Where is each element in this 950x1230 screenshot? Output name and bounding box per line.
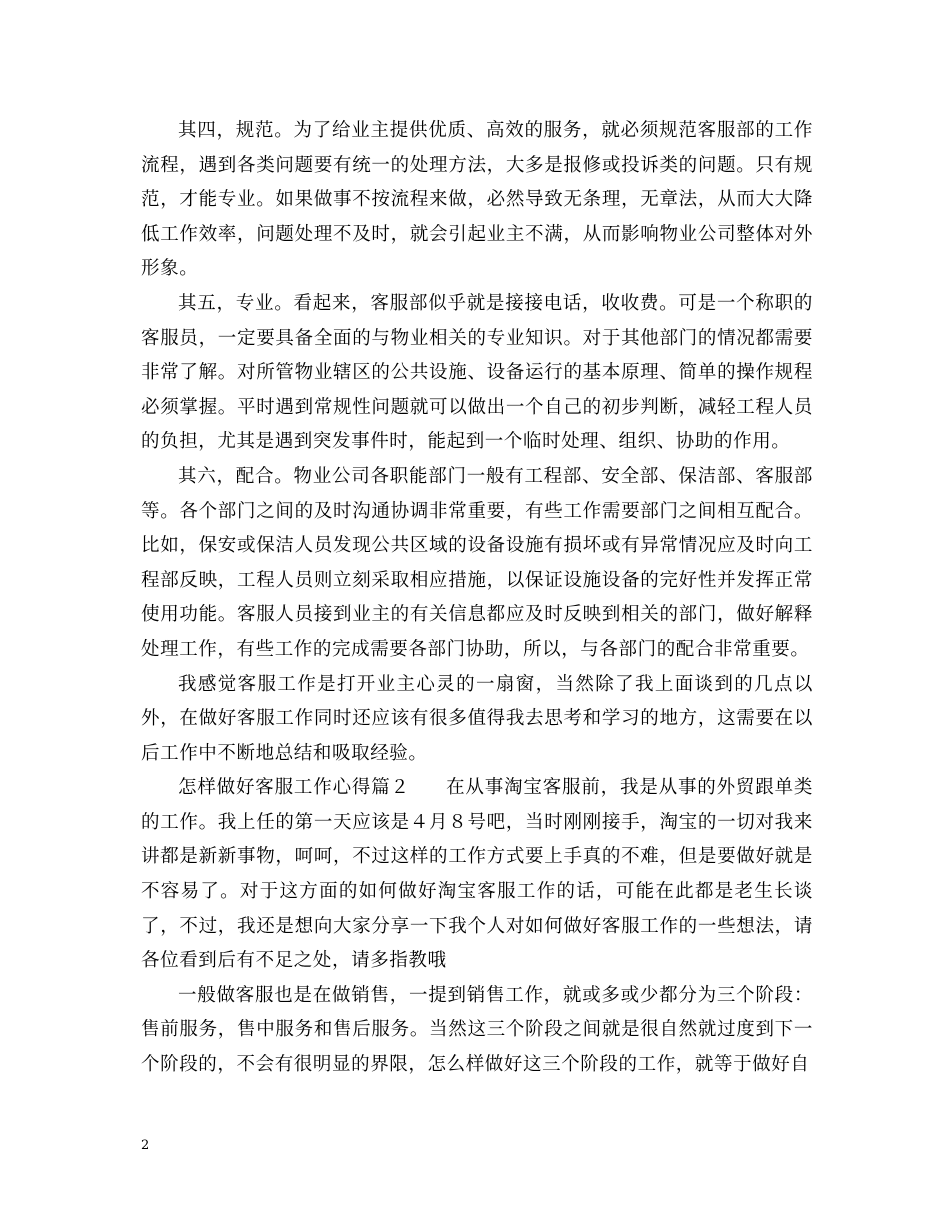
section-heading: 怎样做好客服工作心得篇２ (178, 777, 410, 799)
paragraph-professionalism: 其五，专业。看起来，客服部似乎就是接接电话，收收费。可是一个称职的客服员，一定要具备全面的与物业相关的专业知识。对于其他部门的情况都需要非常了解。对所管物业辖区的公共设施、设备运行的基本原理、简单的操作规程必须掌握。平时遇到常规性问题就可以做出一个自己的初步判断，减轻工程人员的负担，尤其是遇到突发事件时，能起到一个临时处理、组织、协助的作用。 (141, 292, 813, 453)
paragraph-section-two (141, 771, 813, 979)
paragraph-reflection: 我感觉客服工作是打开业主心灵的一扇窗，当然除了我上面谈到的几点以外，在做好客服工作同时还应该有很多值得我去思考和学习的地方，这需要在以后工作中不断地总结和吸取经验。 (141, 673, 813, 764)
page-number: 2 (141, 1138, 150, 1153)
document-body (141, 114, 813, 1083)
paragraph-sales-stages: 一般做客服也是在做销售，一提到销售工作，就或多或少都分为三个阶段：售前服务，售中服务和售后服务。当然这三个阶段之间就是很自然就过度到下一个阶段的，不会有很明显的界限，怎么样做好这三个阶段的工作，就等于做好自 (141, 984, 813, 1076)
section-body: 在从事淘宝客服前，我是从事的外贸跟单类的工作。我上任的第一天应该是４月８号吧，当时刚刚接手，淘宝的一切对我来讲都是新新事物，呵呵，不过这样的工作方式要上手真的不难，但是要做好就是不容易了。对于这方面的如何做好淘宝客服工作的话，可能在此都是老生长谈了，不过，我还是想向大家分享一下我个人对如何做好客服工作的一些想法，请各位看到后有不足之处，请多指教哦 (141, 777, 813, 972)
paragraph-standardization: 其四，规范。为了给业主提供优质、高效的服务，就必须规范客服部的工作流程，遇到各类问题要有统一的处理方法，大多是报修或投诉类的问题。只有规范，才能专业。如果做事不按流程来做，必然导致无条理，无章法，从而大大降低工作效率，问题处理不及时，就会引起业主不满，从而影响物业公司整体对外形象。 (141, 120, 813, 280)
paragraph-cooperation: 其六，配合。物业公司各职能部门一般有工程部、安全部、保洁部、客服部等。各个部门之间的及时沟通协调非常重要，有些工作需要部门之间相互配合。比如，保安或保洁人员发现公共区域的设备设施有损坏或有异常情况应及时向工程部反映，工程人员则立刻采取相应措施，以保证设施设备的完好性并发挥正常使用功能。客服人员接到业主的有关信息都应及时反映到相关的部门，做好解释处理工作，有些工作的完成需要各部门协助，所以，与各部门的配合非常重要。 (141, 465, 813, 660)
